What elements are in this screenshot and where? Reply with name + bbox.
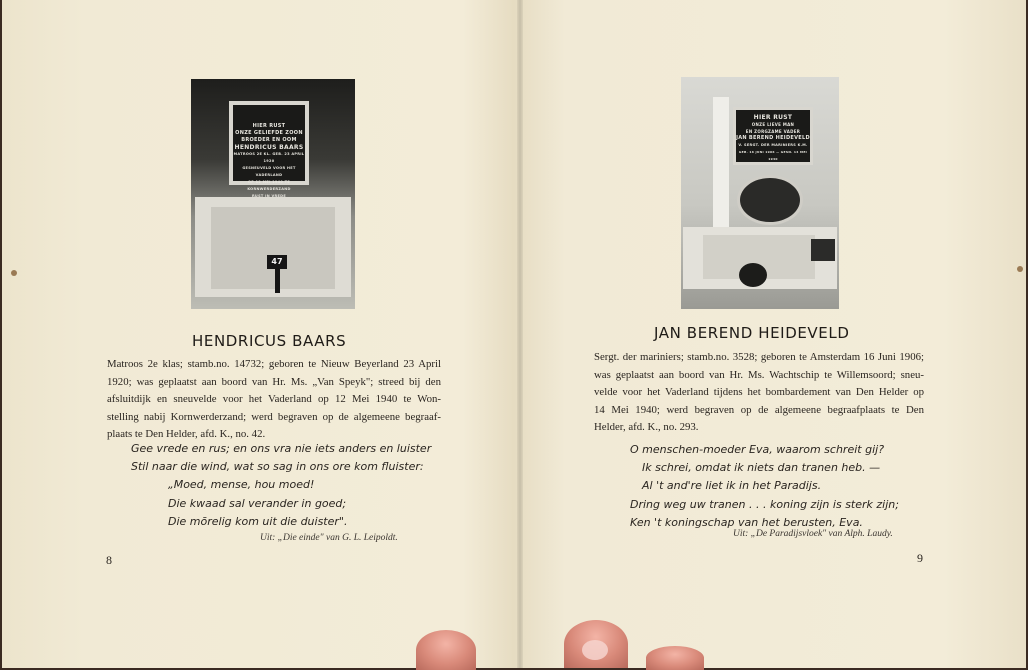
marker-post xyxy=(275,269,280,293)
finger xyxy=(564,620,628,668)
page-number: 8 xyxy=(106,553,112,567)
book-spread xyxy=(2,0,1026,668)
heading-name: JAN BEREND HEIDEVELD xyxy=(654,324,850,342)
stone-line: ONZE LIEVE MAN xyxy=(751,122,795,127)
stone-line: JAN BEREND HEIDEVELD xyxy=(736,135,810,141)
binding-hole xyxy=(1017,266,1023,272)
biography-text xyxy=(107,356,441,444)
flower-bowl xyxy=(737,175,803,225)
binding-hole xyxy=(11,270,17,276)
poem-line: „Moed, mense, hou moed! xyxy=(168,478,315,492)
stone-line: HIER RUST xyxy=(753,114,793,121)
stone-line: EN ZORGZAME VADER xyxy=(745,129,801,134)
ground-marker xyxy=(739,263,767,287)
fingernail xyxy=(582,640,608,660)
stone-line: OP 12 MEI 1940 TE KORNWERDERZAND xyxy=(247,180,291,191)
finger xyxy=(646,646,704,670)
gravestone xyxy=(733,107,813,165)
bio-line: afsluitdijk en sneuvelde voor het Vaderland op 12 Mei 1940 te Won- xyxy=(107,393,441,405)
grave-photo-baars xyxy=(191,79,355,309)
side-block xyxy=(811,239,835,261)
grave-bed xyxy=(211,207,335,289)
stone-line: HIER RUST xyxy=(252,123,286,129)
grave-number-marker: 47 xyxy=(267,255,287,269)
poem-line: Die kwaad sal verander in goed; xyxy=(168,496,347,510)
bio-line: 14 Mei 1940; werd begraven op de algemeene begraafplaats te Den xyxy=(594,403,924,416)
poem-attribution: Uit: „Die einde" van G. L. Leipoldt. xyxy=(260,533,398,543)
stone-line: ONZE GELIEFDE ZOON xyxy=(235,130,303,136)
poem-line: Ken 't koningschap van het berusten, Eva. xyxy=(630,515,863,529)
poem-line: Ik schrei, omdat ik niets dan tranen heb. — xyxy=(642,461,881,475)
stone-line: GEB. 16 JUNI 1906 — GESN. 14 MEI 1940 xyxy=(738,150,808,161)
grave-photo-heideveld xyxy=(681,77,839,309)
bio-line: plaats te Den Helder, afd. K., no. 42. xyxy=(107,428,266,440)
gravestone xyxy=(229,101,309,198)
poem xyxy=(630,441,899,532)
poem xyxy=(131,440,431,531)
bio-line: stelling nabij Kornwerderzand; werd begraven op de algemeene begraaf- xyxy=(107,410,441,423)
bio-line: Matroos 2e klas; stamb.no. 14732; geboren te Nieuw Beyerland 23 April xyxy=(107,358,441,370)
stone-line: V. SERGT. DER MARINIERS K.M. xyxy=(738,143,808,147)
biography-text xyxy=(594,349,924,437)
poem-line: O menschen-moeder Eva, waarom schreit gij? xyxy=(630,443,885,456)
bio-line: 1920; was geplaatst aan boord van Hr. Ms. „Van Speyk"; streed bij den xyxy=(107,375,441,388)
bio-line: was geplaatst aan boord van Hr. Ms. Wachtschip te Willemsoord; sneu- xyxy=(594,368,924,381)
bio-line: velde voor het Vaderland tijdens het bombardement van Den Helder op xyxy=(594,386,924,398)
stone-line: HENDRICUS BAARS xyxy=(234,144,304,151)
stone-line: MATROOS 2E KL. GEB. 23 APRIL 1920 xyxy=(233,152,305,163)
poem-line: Dring weg uw tranen . . . koning zijn is sterk zijn; xyxy=(630,497,899,511)
poem-line: Gee vrede en rus; en ons vra nie iets anders en luister xyxy=(131,442,432,455)
bio-line: Sergt. der mariniers; stamb.no. 3528; geboren te Amsterdam 16 Juni 1906; xyxy=(594,351,924,363)
bio-line: Helder, afd. K., no. 293. xyxy=(594,421,699,433)
stone-line: RUST IN VREDE xyxy=(251,194,287,198)
stone-line: GESNEUVELD VOOR HET VADERLAND xyxy=(242,166,296,177)
heading-name: HENDRICUS BAARS xyxy=(192,332,347,350)
stone-line: BROEDER EN OOM xyxy=(241,137,297,143)
poem-line: Stil naar die wind, wat so sag in ons ore kom fluister: xyxy=(131,460,424,474)
poem-line: Die mōrelig kom uit die duister". xyxy=(168,514,348,528)
poem-line: Al 't and're liet ik in het Paradijs. xyxy=(642,479,822,493)
finger xyxy=(416,630,476,670)
poem-attribution: Uit: „De Paradijsvloek" van Alph. Laudy. xyxy=(733,529,893,539)
page-number: 9 xyxy=(917,551,923,565)
